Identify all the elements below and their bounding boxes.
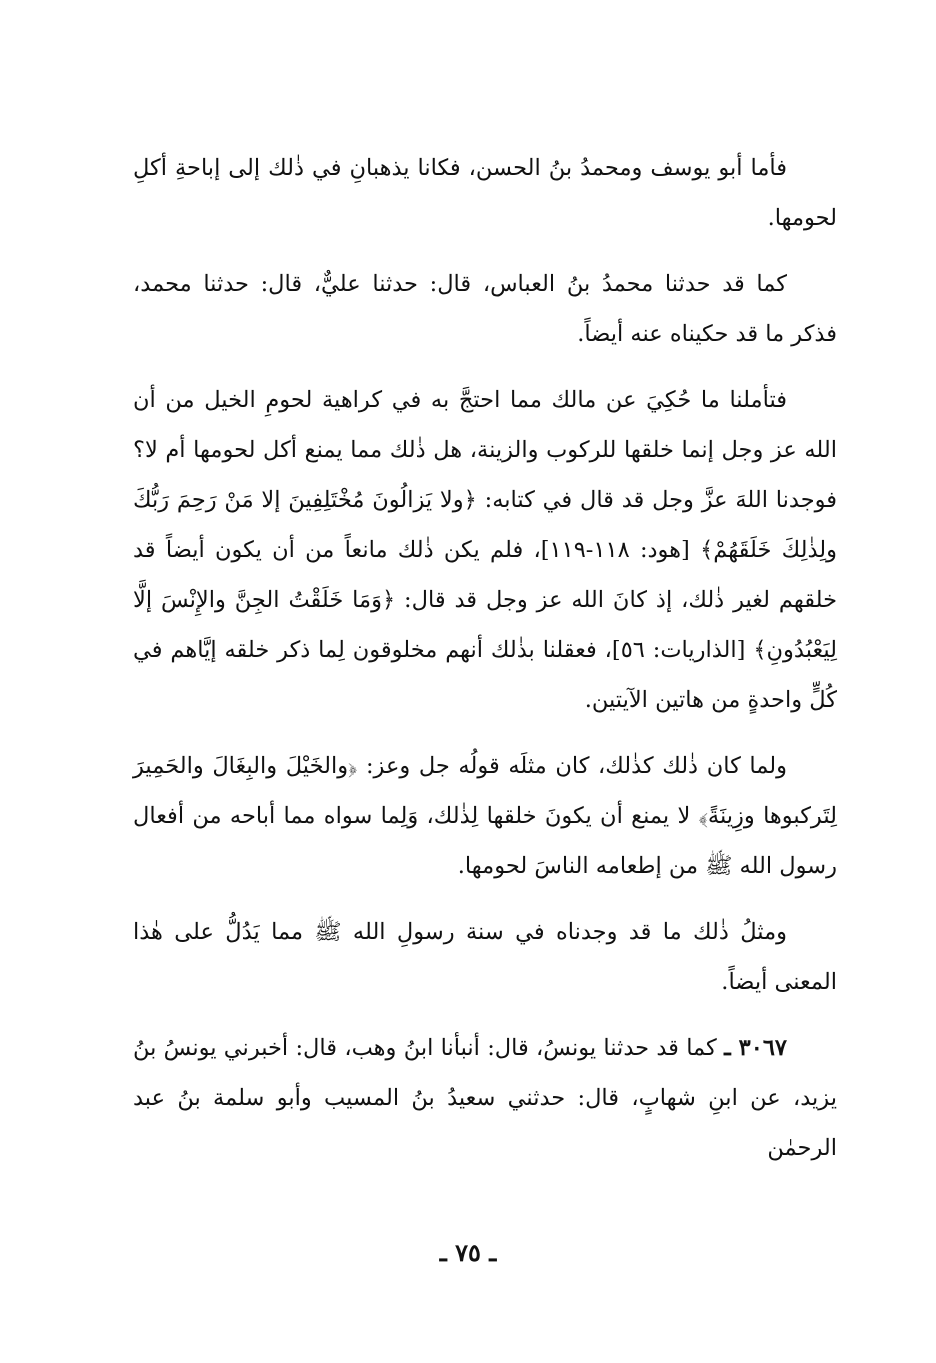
hadith-paragraph	[133, 1023, 837, 1173]
hadith-number: ٣٠٦٧ ـ	[724, 1035, 787, 1061]
body-text	[133, 143, 837, 1173]
page-number: ـ ٧٥ ـ	[439, 1238, 497, 1267]
paragraph-5: ومثلُ ذٰلك ما قد وجدناه في سنة رسولِ الله ﷺ مما يَدُلُّ على هٰذا المعنى أيضاً.	[133, 919, 837, 995]
paragraph-4: ولما كان ذٰلك كذٰلك، كان مثلَه قولُه جل وعز: ﴿والخَيْلَ والبِغَالَ والحَمِيرَ لِتَركبوها وزِينَةً﴾ لا يمنع أن يكونَ خلقها لِذٰلك، وَلِما سواه مما أباحه من أفعال رسول الله ﷺ من إطعامه الناسَ لحومها.	[133, 753, 837, 879]
paragraph-3: فتأملنا ما حُكِيَ عن مالك مما احتجَّ به في كراهية لحومِ الخيل من أن الله عز وجل إنما خلقها للركوب والزينة، هل ذٰلك مما يمنع أكل لحومها أم لا؟ فوجدنا اللهَ عزَّ وجل قد قال في كتابه: ﴿ولا يَزالُونَ مُخْتَلِفِينَ إلا مَنْ رَحِمَ رَبُّكَ ولِذٰلِكَ خَلَقَهُمْ﴾ [هود: ١١٨-١١٩]، فلم يكن ذٰلك مانعاً من أن يكون أيضاً قد خلقهم لغير ذٰلك، إذ كانَ الله عز وجل قد قال: ﴿وَمَا خَلَقْتُ الجِنَّ والإِنْسَ إلَّا لِيَعْبُدُونِ﴾ [الذاريات: ٥٦]، فعقلنا بذٰلك أنهم مخلوقون لِما ذكر خلقه إيَّاهم في كُلٍّ واحدةٍ من هاتين الآيتين.	[133, 387, 837, 713]
paragraph-1: فأما أبو يوسف ومحمدُ بنُ الحسن، فكانا يذهبانِ في ذٰلك إلى إباحةِ أكلِ لحومها.	[133, 155, 837, 231]
hadith-text: كما قد حدثنا يونسُ، قال: أنبأنا ابنُ وهب، قال: أخبرني يونسُ بنُ يزيد، عن ابنِ شهابٍ، قال: حدثني سعيدُ بنُ المسيب وأبو سلمة بنُ عبد الرحمٰن	[133, 1035, 837, 1161]
paragraph-2: كما قد حدثنا محمدُ بنُ العباس، قال: حدثنا عليٌّ، قال: حدثنا محمد، فذكر ما قد حكيناه عنه أيضاً.	[133, 271, 837, 347]
